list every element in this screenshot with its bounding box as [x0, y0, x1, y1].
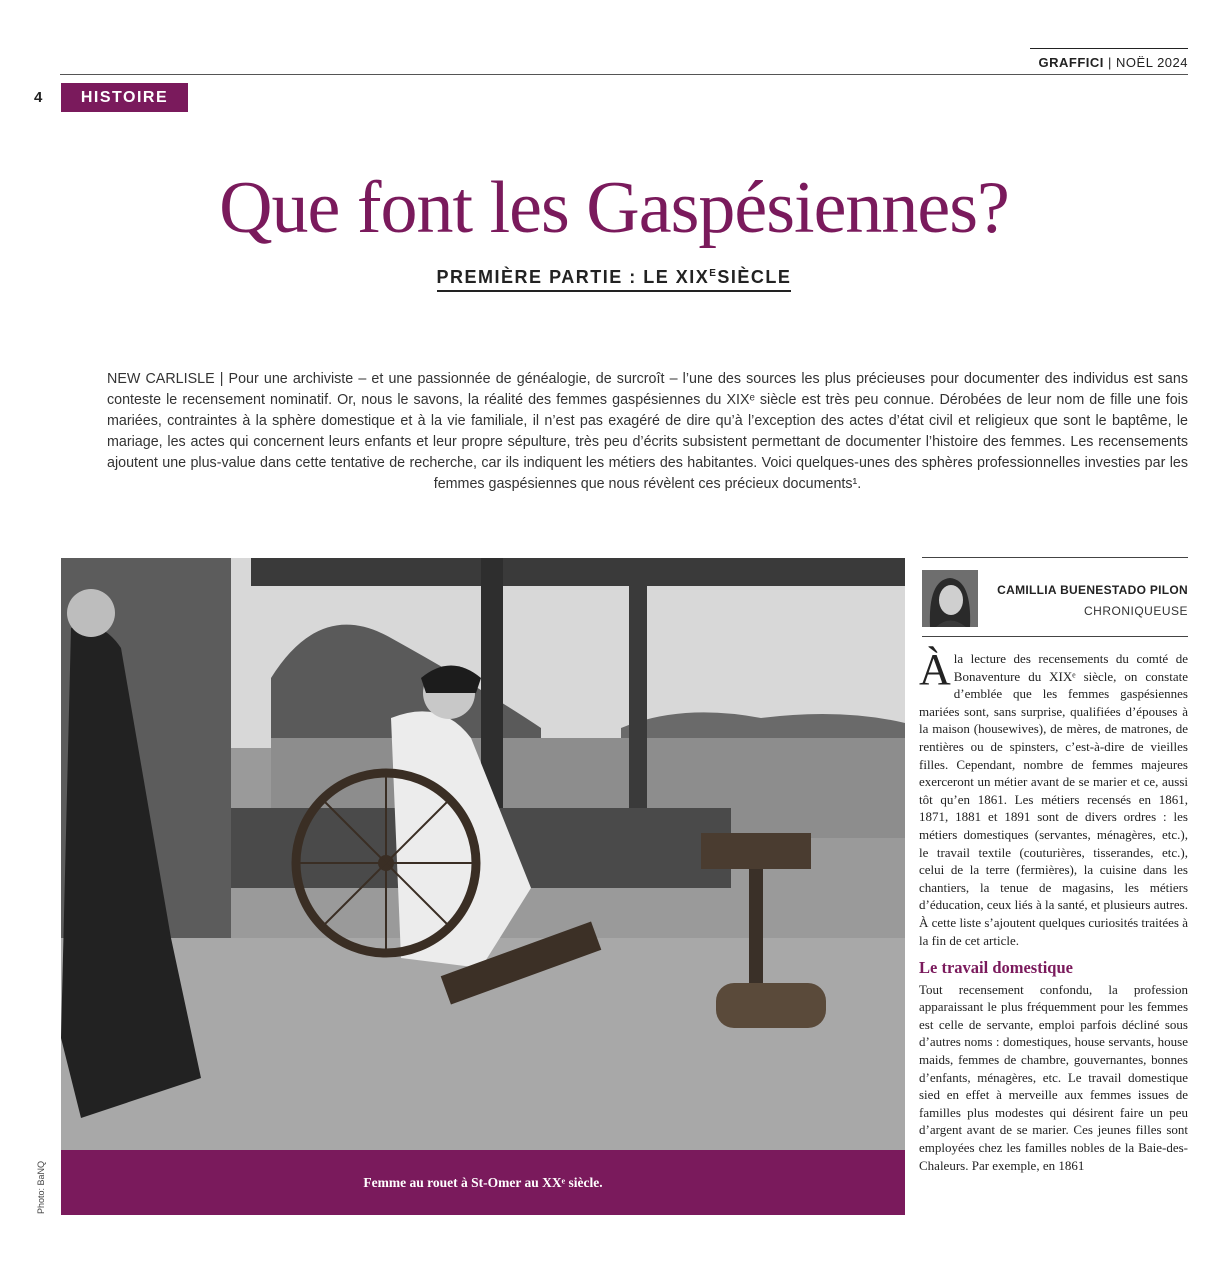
masthead	[1039, 55, 1188, 70]
section-tag: HISTOIRE	[61, 83, 188, 112]
subtitle-superscript: E	[709, 268, 718, 279]
drop-cap: À	[919, 645, 951, 694]
masthead-separator: |	[1108, 55, 1112, 70]
paragraph-1-text: la lecture des recensements du comté de Bonaventure du XIXᵉ siècle, on constate d’emblée que les femmes gaspésiennes mariées sont, sans surprise, qualifiées d’épouses à la maison (housewives), de mères, de matrones, de rentières ou de spinsters, c’est-à-dire de vieilles filles. Cependant, nombre de femmes majeures exerceront un métier avant de se marier et ce, aussi tôt qu’en 1861. Les métiers recensés en 1861, 1871, 1881 et 1891 sont de divers ordres : les métiers domestiques (servantes, ménagères, etc.), le travail textile (couturières, tisserandes, etc.), celui de la terre (fermières), la cuisine dans les chantiers, la tenue de magasins, les métiers d’éducation, ceux liés à la santé, et plusieurs autres. À cette liste s’ajoutent quelques curiosités traitées à la fin de cet article.	[919, 651, 1188, 948]
subtitle-main: PREMIÈRE PARTIE : LE XIX	[436, 267, 710, 287]
byline-bottom-rule	[922, 636, 1188, 637]
article-subtitle	[0, 267, 1228, 292]
issue-label: NOËL 2024	[1116, 55, 1188, 70]
page-number: 4	[34, 89, 43, 106]
header-rule	[60, 74, 1188, 75]
body-paragraph-2: Tout recensement confondu, la profession apparaissant le plus fréquemment pour les femmes est celle de servante, emploi parfois décliné sous d’autres noms : domestiques, house servants, house maids, femmes de chambre, gouvernantes, bonnes d’enfants, ménagères, etc. Le travail domestique sied en effet à merveille aux femmes issues de familles plus modestes qui désirent faire un peu d’argent avant de se marier. Ces jeunes filles sont employées chez les familles nobles de la Baie-des-Chaleurs. Par exemple, en 1861	[919, 981, 1188, 1173]
author-name: CAMILLIA BUENESTADO PILON	[997, 583, 1188, 597]
photo-credit: Photo: BaNQ	[36, 1160, 46, 1214]
photo-caption: Femme au rouet à St-Omer au XXᵉ siècle.	[61, 1150, 905, 1215]
publication-name: GRAFFICI	[1038, 55, 1104, 70]
author-role: CHRONIQUEUSE	[1083, 604, 1188, 618]
section-heading: Le travail domestique	[919, 958, 1073, 978]
body-paragraph-1	[919, 645, 1188, 949]
author-avatar	[922, 570, 978, 627]
article-title: Que font les Gaspésiennes?	[219, 167, 1009, 249]
subtitle-end: SIÈCLE	[717, 267, 792, 287]
spinning-wheel-photo	[61, 558, 905, 1150]
byline-top-rule	[922, 557, 1188, 558]
article-lede: NEW CARLISLE | Pour une archiviste – et une passionnée de généalogie, de surcroît – l’une des sources les plus précieuses pour documenter des individus est sans conteste le recensement nominatif. Or, nous le savons, la réalité des femmes gaspésiennes du XIXᵉ siècle est très peu connue. Dérobées de leur nom de fille une fois mariées, contraintes à la sphère domestique et à la vie familiale, il n’est pas exagéré de dire qu’à l’exception des actes d’état civil et religieux que sont le baptême, le mariage, les actes qui concernent leurs enfants et leur propre sépulture, très peu d’écrits subsistent permettant de documenter l’histoire des femmes. Les recensements ajoutent une plus-value dans cette tentative de recherche, car ils indiquent les métiers des habitantes. Voici quelques-unes des sphères professionnelles investies par les femmes gaspésiennes que nous révèlent ces précieux documents¹.	[107, 371, 1188, 492]
article-body	[919, 645, 1188, 1174]
top-rule	[1030, 48, 1188, 49]
